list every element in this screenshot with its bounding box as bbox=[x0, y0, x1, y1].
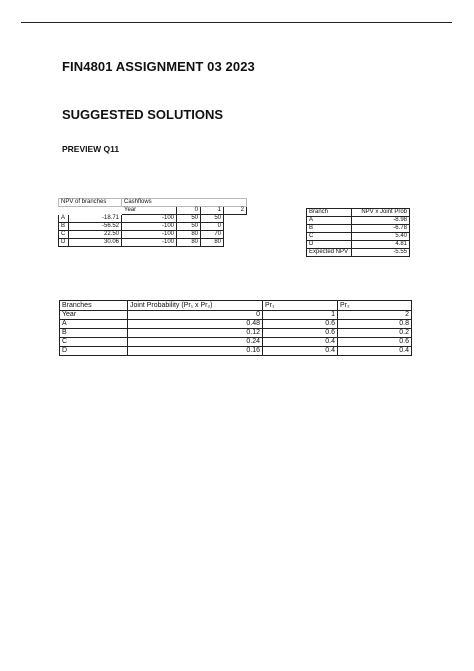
year-cell: 2 bbox=[224, 207, 247, 215]
pr1-cell: 0.6 bbox=[263, 320, 338, 329]
table-row bbox=[307, 209, 410, 217]
joint-prob-cell: 0.24 bbox=[128, 338, 263, 347]
table-row bbox=[60, 347, 412, 356]
cashflow-cell: 0 bbox=[201, 223, 224, 231]
expected-npv-value: -5.55 bbox=[352, 249, 410, 257]
cashflow-cell: 50 bbox=[177, 223, 201, 231]
joint-prob-cell: 0.48 bbox=[128, 320, 263, 329]
branch-cell: C bbox=[307, 233, 352, 241]
document-title: FIN4801 ASSIGNMENT 03 2023 bbox=[62, 59, 255, 74]
column-header: Branch bbox=[307, 209, 352, 217]
pr2-cell: 0.2 bbox=[338, 329, 412, 338]
pr1-cell: 0.4 bbox=[263, 347, 338, 356]
column-header: Pr₂ bbox=[338, 301, 412, 311]
branch-cell: A bbox=[307, 217, 352, 225]
table-row bbox=[307, 233, 410, 241]
top-rule bbox=[21, 22, 452, 23]
cashflow-cell: 80 bbox=[177, 231, 201, 239]
table-row bbox=[60, 329, 412, 338]
cashflow-cell: -100 bbox=[122, 239, 177, 247]
section-heading: PREVIEW Q11 bbox=[62, 144, 120, 154]
table-row bbox=[59, 239, 247, 247]
cashflow-cell: 80 bbox=[177, 239, 201, 247]
year-label: Year bbox=[122, 207, 177, 215]
table-row bbox=[59, 215, 247, 223]
branch-cell: A bbox=[60, 320, 128, 329]
year-label: Year bbox=[60, 311, 128, 320]
year-cell: 1 bbox=[263, 311, 338, 320]
table-row bbox=[307, 217, 410, 225]
joint-prob-cell: 0.16 bbox=[128, 347, 263, 356]
cashflow-cell: 50 bbox=[201, 215, 224, 223]
branch-cell: D bbox=[60, 347, 128, 356]
column-header: NPV x Joint Prob bbox=[352, 209, 410, 217]
value-cell: -8.98 bbox=[352, 217, 410, 225]
probability-table bbox=[59, 300, 412, 356]
table-row bbox=[59, 199, 247, 207]
cashflow-cell: 50 bbox=[177, 215, 201, 223]
year-cell: 0 bbox=[177, 207, 201, 215]
branch-cell: D bbox=[59, 239, 69, 247]
column-header: Branches bbox=[60, 301, 128, 311]
branch-cell: B bbox=[60, 329, 128, 338]
cashflow-cell: -100 bbox=[122, 215, 177, 223]
table-row bbox=[60, 338, 412, 347]
cashflow-cell: -100 bbox=[122, 223, 177, 231]
joint-prob-cell: 0.12 bbox=[128, 329, 263, 338]
pr2-cell: 0.6 bbox=[338, 338, 412, 347]
npv-cell: -56.52 bbox=[69, 223, 122, 231]
branch-cell: D bbox=[307, 241, 352, 249]
table-row bbox=[307, 225, 410, 233]
column-header: Pr₁ bbox=[263, 301, 338, 311]
value-cell: 4.81 bbox=[352, 241, 410, 249]
branch-cell: B bbox=[59, 223, 69, 231]
cashflows-header: Cashflows bbox=[122, 199, 247, 207]
year-cell: 0 bbox=[128, 311, 263, 320]
table-row bbox=[59, 207, 247, 215]
cashflow-cell: 70 bbox=[201, 231, 224, 239]
table-row bbox=[307, 241, 410, 249]
table-row bbox=[59, 231, 247, 239]
npv-cell: 30.06 bbox=[69, 239, 122, 247]
branch-cell: C bbox=[59, 231, 69, 239]
table-row bbox=[60, 311, 412, 320]
pr1-cell: 0.4 bbox=[263, 338, 338, 347]
value-cell: 5.40 bbox=[352, 233, 410, 241]
npv-header: NPV of branches bbox=[59, 199, 122, 207]
table-row bbox=[60, 320, 412, 329]
branch-cell: C bbox=[60, 338, 128, 347]
document-subtitle: SUGGESTED SOLUTIONS bbox=[62, 107, 224, 122]
pr2-cell: 0.4 bbox=[338, 347, 412, 356]
table-row bbox=[59, 223, 247, 231]
branch-cell: A bbox=[59, 215, 69, 223]
year-cell: 2 bbox=[338, 311, 412, 320]
pr2-cell: 0.8 bbox=[338, 320, 412, 329]
pr1-cell: 0.6 bbox=[263, 329, 338, 338]
cashflow-cell: -100 bbox=[122, 231, 177, 239]
npv-cell: -18.71 bbox=[69, 215, 122, 223]
year-cell: 1 bbox=[201, 207, 224, 215]
table-row bbox=[60, 301, 412, 311]
value-cell: -6.78 bbox=[352, 225, 410, 233]
table-row bbox=[307, 249, 410, 257]
npv-cell: 22.50 bbox=[69, 231, 122, 239]
npv-cashflow-table bbox=[58, 198, 247, 247]
branch-cell: B bbox=[307, 225, 352, 233]
column-header: Joint Probability (Pr₁ x Pr₂) bbox=[128, 301, 263, 311]
expected-npv-label: Expected NPV bbox=[307, 249, 352, 257]
cashflow-cell: 80 bbox=[201, 239, 224, 247]
expected-npv-table bbox=[306, 208, 410, 257]
